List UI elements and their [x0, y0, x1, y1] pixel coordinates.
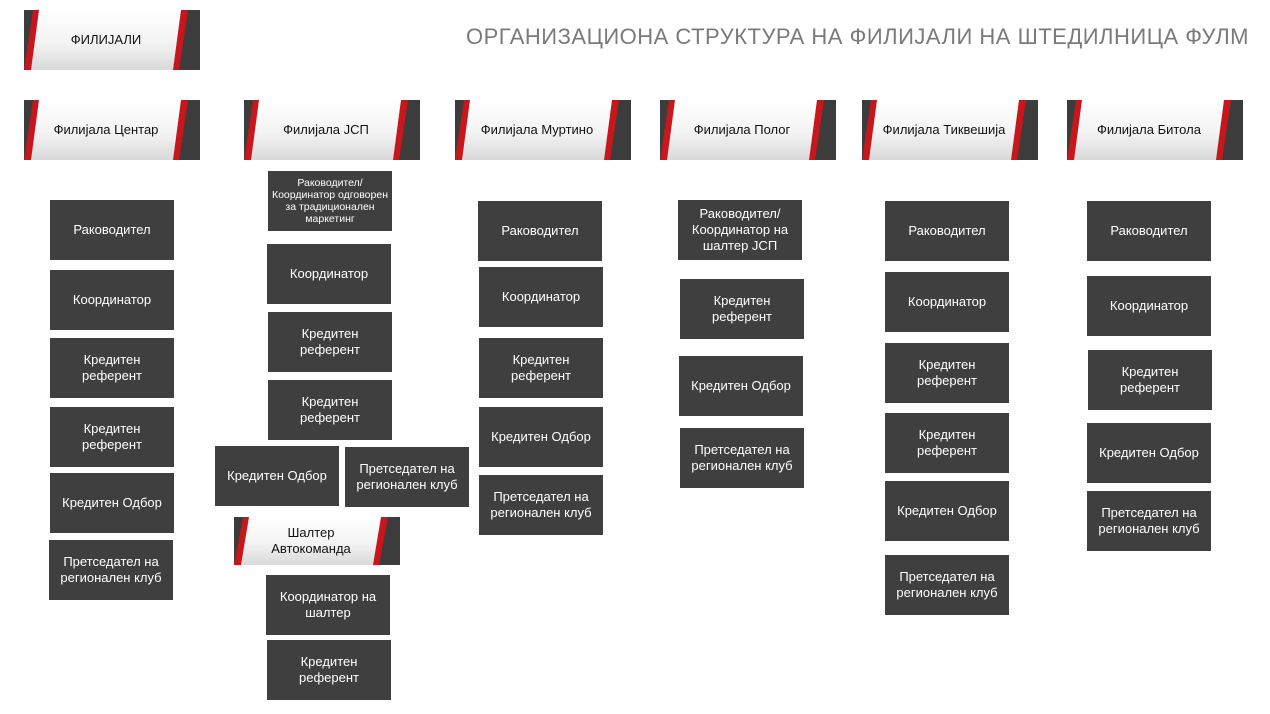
- main-tab: [24, 10, 200, 70]
- role-box: Претседател на регионален клуб: [1087, 491, 1211, 551]
- role-box: Раководител: [50, 200, 174, 260]
- role-box: Координатор: [267, 244, 391, 304]
- branch-header-bitola: [1067, 100, 1243, 160]
- branch-header-centar: [24, 100, 200, 160]
- role-box: Кредитен референт: [268, 312, 392, 372]
- role-box: Кредитен референт: [1088, 350, 1212, 410]
- role-box: Кредитен референт: [268, 380, 392, 440]
- role-box: Кредитен референт: [479, 338, 603, 398]
- role-box: Кредитен референт: [885, 343, 1009, 403]
- role-box: Раководител/Координатор на шалтер ЈСП: [678, 200, 802, 260]
- branch-name: Филијала Битола: [1097, 122, 1201, 138]
- branch-name: Филијала Муртино: [480, 122, 594, 138]
- role-box: Раководител: [1087, 201, 1211, 261]
- role-box: Координатор: [479, 267, 603, 327]
- role-box: Кредитен референт: [50, 338, 174, 398]
- role-box: Претседател на регионален клуб: [49, 540, 173, 600]
- role-box: Кредитен референт: [267, 640, 391, 700]
- role-box: Координатор на шалтер: [266, 575, 390, 635]
- role-box: Кредитен Одбор: [1087, 423, 1211, 483]
- branch-name: Филијала Центар: [53, 122, 159, 138]
- role-box: Кредитен Одбор: [215, 446, 339, 506]
- branch-name: Филијала Тиквешија: [882, 122, 1006, 138]
- branch-name: Филијала ЈСП: [283, 122, 369, 138]
- role-box: Претседател на регионален клуб: [479, 475, 603, 535]
- branch-header-jsp: [244, 100, 420, 160]
- role-box: Раководител/Координатор одговорен за традиционален маркетинг: [268, 171, 392, 231]
- role-box: Претседател на регионален клуб: [345, 447, 469, 507]
- role-box: Кредитен Одбор: [885, 481, 1009, 541]
- main-tab-label: ФИЛИЈАЛИ: [70, 32, 142, 48]
- role-box: Раководител: [885, 201, 1009, 261]
- role-box: Кредитен референт: [50, 407, 174, 467]
- page-title: ОРГАНИЗАЦИОНА СТРУКТУРА НА ФИЛИЈАЛИ НА ШТЕДИЛНИЦА ФУЛМ: [466, 24, 1250, 49]
- role-box: Кредитен референт: [680, 279, 804, 339]
- sub-unit-name: Шалтер Автокоманда: [271, 525, 351, 556]
- role-box: Кредитен Одбор: [50, 473, 174, 533]
- role-box: Кредитен Одбор: [479, 407, 603, 467]
- branch-header-tikvesija: [862, 100, 1038, 160]
- role-box: Координатор: [885, 272, 1009, 332]
- sub-unit-header: [234, 517, 400, 565]
- branch-header-polog: [660, 100, 836, 160]
- branch-header-murtino: [455, 100, 631, 160]
- branch-name: Филијала Полог: [693, 122, 791, 138]
- role-box: Кредитен Одбор: [679, 356, 803, 416]
- role-box: Раководител: [478, 201, 602, 261]
- role-box: Координатор: [1087, 276, 1211, 336]
- role-box: Координатор: [50, 270, 174, 330]
- role-box: Претседател на регионален клуб: [885, 555, 1009, 615]
- role-box: Претседател на регионален клуб: [680, 428, 804, 488]
- role-box: Кредитен референт: [885, 413, 1009, 473]
